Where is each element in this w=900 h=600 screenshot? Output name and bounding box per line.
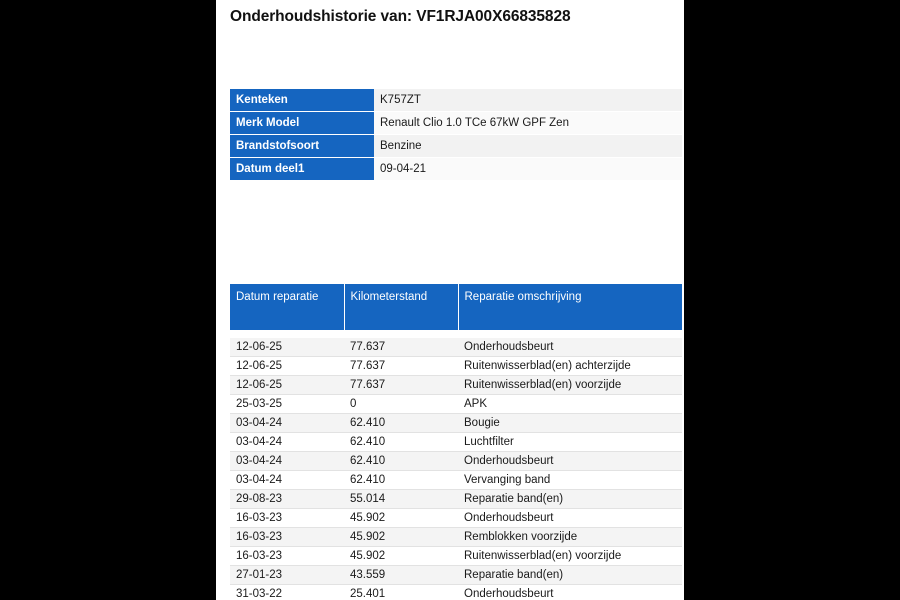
table-row <box>230 566 682 585</box>
cell-description: Reparatie band(en) <box>458 490 682 509</box>
vehicle-info-value: Renault Clio 1.0 TCe 67kW GPF Zen <box>374 112 682 135</box>
cell-date: 03-04-24 <box>230 433 344 452</box>
cell-mileage: 45.902 <box>344 547 458 566</box>
column-header-date <box>230 284 344 330</box>
cell-mileage: 55.014 <box>344 490 458 509</box>
cell-mileage: 45.902 <box>344 509 458 528</box>
cell-date: 03-04-24 <box>230 452 344 471</box>
table-row <box>230 357 682 376</box>
cell-date: 29-08-23 <box>230 490 344 509</box>
cell-mileage: 62.410 <box>344 433 458 452</box>
cell-date: 25-03-25 <box>230 395 344 414</box>
vehicle-info-label: Merk Model <box>230 112 374 135</box>
table-row <box>230 547 682 566</box>
table-row <box>230 452 682 471</box>
cell-description: Onderhoudsbeurt <box>458 338 682 357</box>
spacer-cell <box>458 330 682 338</box>
cell-date: 12-06-25 <box>230 376 344 395</box>
vehicle-info-value: 09-04-21 <box>374 158 682 181</box>
column-header-mileage <box>344 284 458 330</box>
cell-mileage: 77.637 <box>344 338 458 357</box>
vehicle-info-value: K757ZT <box>374 89 682 112</box>
cell-description: APK <box>458 395 682 414</box>
table-row <box>230 509 682 528</box>
cell-mileage: 62.410 <box>344 414 458 433</box>
cell-mileage: 77.637 <box>344 376 458 395</box>
cell-description: Onderhoudsbeurt <box>458 509 682 528</box>
cell-description: Ruitenwisserblad(en) voorzijde <box>458 547 682 566</box>
cell-description: Vervanging band <box>458 471 682 490</box>
spacer-cell <box>344 330 458 338</box>
cell-mileage: 62.410 <box>344 471 458 490</box>
cell-description: Ruitenwisserblad(en) achterzijde <box>458 357 682 376</box>
table-row <box>230 490 682 509</box>
cell-mileage: 25.401 <box>344 585 458 600</box>
cell-date: 31-03-22 <box>230 585 344 600</box>
table-row <box>230 433 682 452</box>
document-page <box>216 0 684 600</box>
vehicle-info-label: Kenteken <box>230 89 374 112</box>
cell-description: Remblokken voorzijde <box>458 528 682 547</box>
cell-date: 16-03-23 <box>230 509 344 528</box>
cell-mileage: 77.637 <box>344 357 458 376</box>
cell-description: Onderhoudsbeurt <box>458 585 682 600</box>
table-header-row <box>230 284 682 330</box>
page-title: Onderhoudshistorie van: VF1RJA00X66835828 <box>230 8 571 25</box>
spacer-cell <box>230 330 344 338</box>
cell-date: 12-06-25 <box>230 338 344 357</box>
cell-description: Bougie <box>458 414 682 433</box>
table-row <box>230 112 682 135</box>
table-row <box>230 585 682 600</box>
vehicle-info-value: Benzine <box>374 135 682 158</box>
vehicle-info-body <box>230 89 682 181</box>
maintenance-history-table <box>230 284 682 600</box>
history-table-header <box>230 284 682 330</box>
table-spacer-row <box>230 330 682 338</box>
table-row <box>230 471 682 490</box>
table-row <box>230 395 682 414</box>
cell-description: Reparatie band(en) <box>458 566 682 585</box>
cell-date: 16-03-23 <box>230 528 344 547</box>
cell-description: Onderhoudsbeurt <box>458 452 682 471</box>
column-header-mileage-label: Kilometerstand <box>350 291 428 303</box>
cell-date: 03-04-24 <box>230 471 344 490</box>
table-row <box>230 135 682 158</box>
cell-date: 27-01-23 <box>230 566 344 585</box>
cell-mileage: 45.902 <box>344 528 458 547</box>
vehicle-info-table <box>230 89 682 181</box>
column-header-description <box>458 284 682 330</box>
column-header-description-label: Reparatie omschrijving <box>464 291 582 303</box>
cell-mileage: 62.410 <box>344 452 458 471</box>
cell-description: Ruitenwisserblad(en) voorzijde <box>458 376 682 395</box>
cell-date: 16-03-23 <box>230 547 344 566</box>
table-row <box>230 414 682 433</box>
table-row <box>230 89 682 112</box>
table-row <box>230 376 682 395</box>
cell-date: 03-04-24 <box>230 414 344 433</box>
cell-date: 12-06-25 <box>230 357 344 376</box>
cell-mileage: 43.559 <box>344 566 458 585</box>
table-row <box>230 158 682 181</box>
column-header-date-label: Datum reparatie <box>236 291 319 303</box>
cell-description: Luchtfilter <box>458 433 682 452</box>
vehicle-info-label: Datum deel1 <box>230 158 374 181</box>
history-table-body <box>230 330 682 600</box>
cell-mileage: 0 <box>344 395 458 414</box>
table-row <box>230 338 682 357</box>
table-row <box>230 528 682 547</box>
vehicle-info-label: Brandstofsoort <box>230 135 374 158</box>
